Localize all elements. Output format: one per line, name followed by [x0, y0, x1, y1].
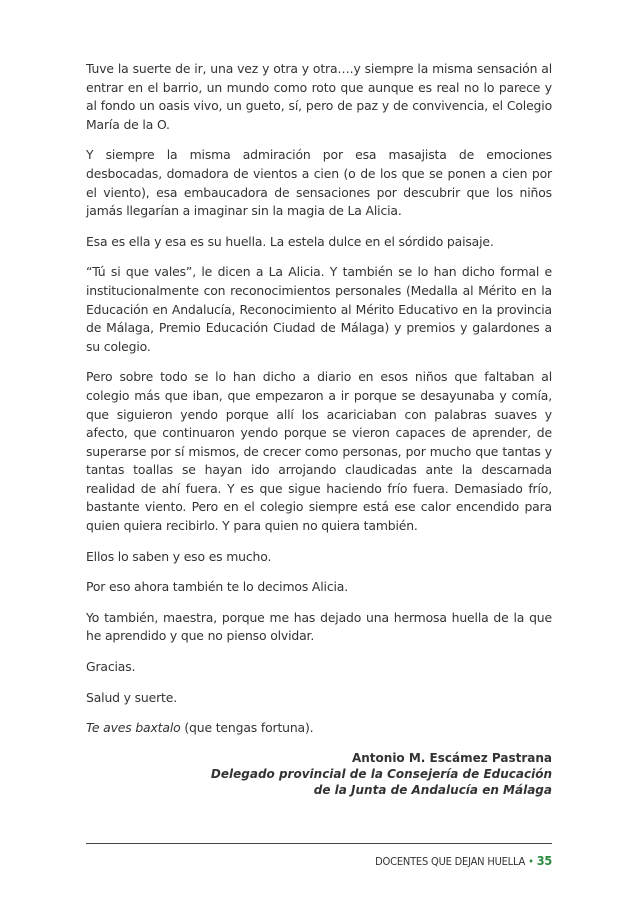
footer-bullet: •: [528, 855, 534, 868]
signature-role-line2: de la Junta de Andalucía en Málaga: [313, 782, 552, 797]
article-body: [86, 60, 552, 798]
closing-italic: Te aves baxtalo: [86, 720, 181, 736]
paragraph: Tuve la suerte de ir, una vez y otra y otra….y siempre la misma sensación al entrar en el barrio, un mundo como roto que aunque es real no lo parece y al fondo un oasis vivo, un gueto, sí, pero de paz y de convivencia, el Colegio María de la O.: [86, 61, 552, 132]
paragraph: Por eso ahora también te lo decimos Alicia.: [86, 579, 349, 595]
running-title: DOCENTES QUE DEJAN HUELLA: [375, 855, 526, 868]
paragraph: Ellos lo saben y eso es mucho.: [86, 548, 272, 564]
paragraph: Yo también, maestra, porque me has dejado una hermosa huella de la que he aprendido y que no pienso olvidar.: [86, 609, 552, 644]
paragraph: Y siempre la misma admiración por esa masajista de emociones desbocadas, domadora de vientos a cien (o de los que se ponen a cien por el viento), esa embaucadora de sensaciones por descubrir que los niños jamás llegarían a imaginar sin la magia de La Alicia.: [86, 147, 552, 219]
footer-divider: [86, 843, 552, 844]
signature-block: [86, 750, 552, 798]
closing-paragraph: [86, 719, 552, 738]
paragraph: Salud y suerte.: [86, 689, 178, 705]
page-number: 35: [536, 853, 552, 868]
signature-role-line1: Delegado provincial de la Consejería de Educación: [210, 766, 552, 781]
paragraph: Esa es ella y esa es su huella. La estela dulce en el sórdido paisaje.: [86, 233, 494, 249]
signature-name: Antonio M. Escámez Pastrana: [351, 750, 552, 765]
closing-rest: (que tengas fortuna).: [180, 720, 314, 736]
paragraph: “Tú si que vales”, le dicen a La Alicia. Y también se lo han dicho formal e institucionalmente con reconocimientos personales (Medalla al Mérito en la Educación en Andalucía, Reconocimiento al Mérito Educativo en la provincia de Málaga, Premio Educación Ciudad de Málaga) y premios y galardones a su colegio.: [86, 264, 552, 354]
paragraph: Pero sobre todo se lo han dicho a diario en esos niños que faltaban al colegio más que iban, que empezaron a ir porque se desayunaba y comía, que siguieron yendo porque allí los acariciaban con palabras suaves y afecto, que continuaron yendo porque se vieron capaces de aprender, de superarse por sí mismos, de crecer como personas, por mucho que tantas y tantas toallas se hayan ido arrojando claudicadas ante la descarnada realidad de ahí fuera. Y es que sigue haciendo frío fuera. Demasiado frío, bastante viento. Pero en el colegio siempre está ese calor encendido para quien quiera recibirlo. Y para quien no quiera también.: [86, 369, 552, 534]
page-footer: [375, 853, 552, 868]
paragraph: Gracias.: [86, 659, 136, 675]
